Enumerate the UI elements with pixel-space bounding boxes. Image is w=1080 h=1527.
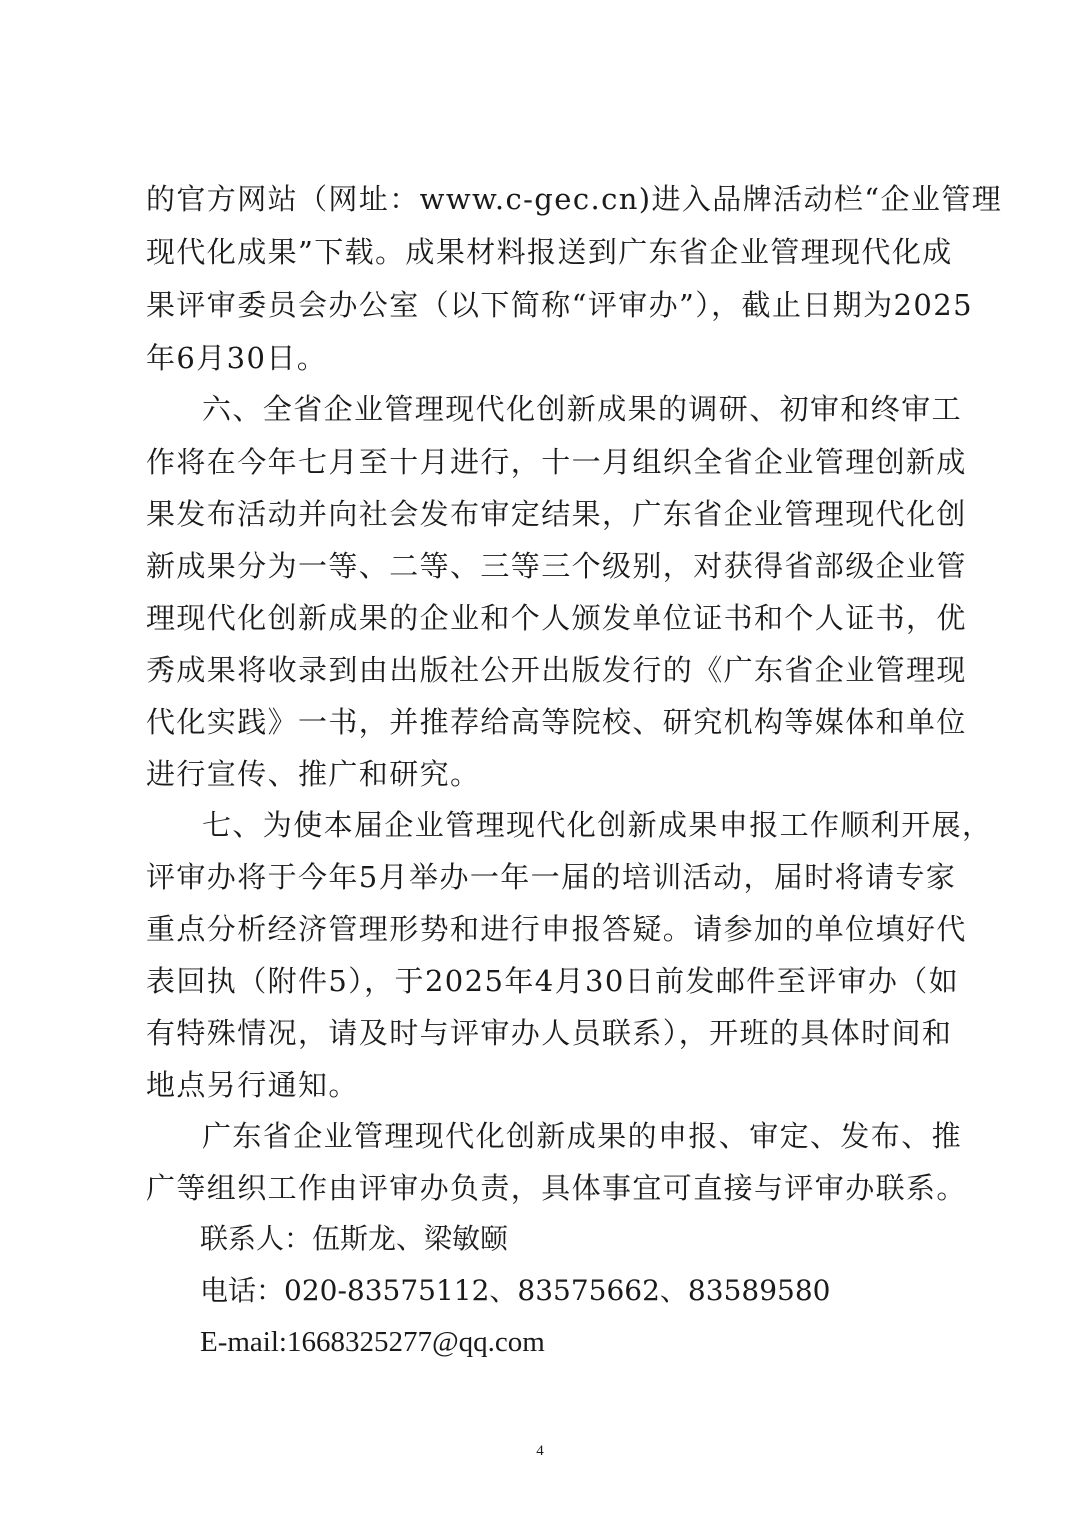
contact-phone: 电话：020-83575112、83575662、83589580 — [200, 1274, 831, 1307]
paragraph-line: 新成果分为一等、二等、三等三个级别，对获得省部级企业管 — [146, 549, 967, 583]
paragraph-line: 六、全省企业管理现代化创新成果的调研、初审和终审工 — [202, 392, 963, 426]
paragraph-line: 广等组织工作由评审办负责，具体事宜可直接与评审办联系。 — [146, 1171, 967, 1205]
paragraph-line: 重点分析经济管理形势和进行申报答疑。请参加的单位填好代 — [146, 912, 967, 946]
paragraph-line: 理现代化创新成果的企业和个人颁发单位证书和个人证书，优 — [146, 601, 967, 635]
paragraph-line: 的官方网站（网址：www.c-gec.cn)进入品牌活动栏“企业管理 — [146, 182, 1003, 216]
paragraph-line: 年6月30日。 — [146, 341, 328, 375]
paragraph-line: 表回执（附件5），于2025年4月30日前发邮件至评审办（如 — [146, 964, 960, 998]
paragraph-line: 果发布活动并向社会发布审定结果，广东省企业管理现代化创 — [146, 497, 967, 531]
paragraph-line: 七、为使本届企业管理现代化创新成果申报工作顺利开展， — [202, 808, 993, 842]
paragraph-line: 广东省企业管理现代化创新成果的申报、审定、发布、推 — [202, 1119, 963, 1153]
contact-email: E-mail:1668325277@qq.com — [200, 1326, 545, 1358]
contact-person: 联系人：伍斯龙、梁敏颐 — [200, 1222, 509, 1255]
paragraph-line: 进行宣传、推广和研究。 — [146, 757, 481, 791]
paragraph-line: 代化实践》一书，并推荐给高等院校、研究机构等媒体和单位 — [146, 705, 967, 739]
paragraph-line: 现代化成果”下载。成果材料报送到广东省企业管理现代化成 — [146, 235, 953, 269]
paragraph-line: 作将在今年七月至十月进行，十一月组织全省企业管理创新成 — [146, 445, 967, 479]
paragraph-line: 评审办将于今年5月举办一年一届的培训活动，届时将请专家 — [146, 860, 957, 894]
paragraph-line: 地点另行通知。 — [146, 1068, 359, 1102]
paragraph-line: 有特殊情况，请及时与评审办人员联系），开班的具体时间和 — [146, 1016, 953, 1050]
paragraph-line: 秀成果将收录到由出版社公开出版发行的《广东省企业管理现 — [146, 653, 967, 687]
paragraph-line: 果评审委员会办公室（以下简称“评审办”），截止日期为2025 — [146, 288, 973, 322]
page-number: 4 — [536, 1443, 544, 1459]
